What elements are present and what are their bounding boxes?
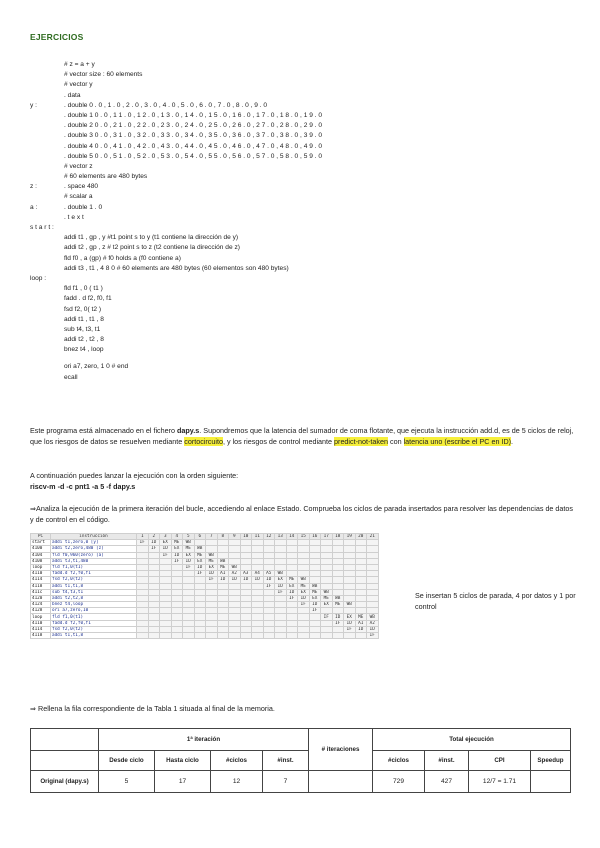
pipeline-instruction: fsd f2,0(t2)	[51, 626, 137, 632]
code-line	[30, 121, 570, 131]
pipeline-stage-cell: A2	[367, 620, 379, 626]
pipeline-stage-cell: WB	[309, 583, 321, 589]
pipeline-stage-cell: ID	[252, 577, 264, 583]
pipeline-header-cell: 5	[183, 534, 195, 540]
code-line	[30, 362, 570, 372]
col-hasta-ciclo: Hasta ciclo	[155, 751, 211, 771]
code-line	[30, 60, 570, 70]
col-total-ciclos: #ciclos	[373, 751, 425, 771]
code-label	[30, 131, 64, 141]
highlight-cortocircuito: cortocircuito	[184, 437, 223, 446]
pipeline-pc: 4108	[31, 558, 51, 564]
code-label	[30, 305, 64, 315]
code-line	[30, 142, 570, 152]
pipeline-stage-cell: IF	[160, 552, 172, 558]
code-text: sub t4, t3, t1	[64, 325, 101, 333]
code-label	[30, 284, 64, 294]
pipeline-instruction: fld f1,0(t1)	[51, 614, 137, 620]
desc-text: con	[387, 437, 404, 446]
pipeline-header-cell: 4	[171, 534, 183, 540]
pipeline-stage-cell: IF	[275, 589, 287, 595]
pipeline-header-cell: 11	[252, 534, 264, 540]
code-label: z :	[30, 183, 37, 191]
code-text: . double 5 0 . 0 , 5 1 . 0 , 5 2 . 0 , 5 3 . 0 , 5 4 . 0 , 5 5 . 0 , 5 6 . 0 , 5 7 . 0 , 5 8 . 0 , 5 9 . 0	[64, 152, 323, 160]
code-label	[30, 80, 64, 90]
code-label	[30, 213, 64, 223]
pipeline-stage-cell: ME	[321, 595, 333, 601]
pipeline-stage-cell: A3	[240, 571, 252, 577]
pipeline-header-cell: 6	[194, 534, 206, 540]
code-label	[30, 233, 64, 243]
cell-cpi: 12/7 = 1.71	[469, 771, 531, 793]
pipeline-stage-cell: ID	[183, 558, 195, 564]
assembly-code-listing	[30, 60, 570, 383]
pipeline-stage-cell: IF	[183, 564, 195, 570]
code-line	[30, 80, 570, 90]
pipeline-stage-cell: ID	[171, 552, 183, 558]
code-text: . double 0 . 0 , 1 . 0 , 2 . 0 , 3 . 0 , 4 . 0 , 5 . 0 , 6 . 0 , 7 . 0 , 8 . 0 , 9 . 0	[64, 101, 268, 109]
pipeline-stage-cell	[332, 633, 344, 639]
col-speedup: Speedup	[531, 751, 571, 771]
code-line	[30, 192, 570, 202]
pipeline-stage-cell: ME	[217, 564, 229, 570]
pipeline-pc: 4114	[31, 577, 51, 583]
header-first-iteration: 1ª iteración	[99, 729, 309, 751]
pipeline-stage-cell: ID	[298, 595, 310, 601]
pipeline-header-cell: 10	[240, 534, 252, 540]
task-analyze: ⇒Analiza la ejecución de la primera iteración del bucle, accediendo al enlace Estado. Comprueba los ciclos de parada insertados para resolver las dependencias de datos y de control en el código.	[30, 504, 574, 524]
pipeline-header-cell: 12	[263, 534, 275, 540]
code-text: addi t2 , gp , z # t2 point s to z (t2 contiene la dirección de z)	[64, 244, 240, 252]
code-label	[30, 325, 64, 335]
pipeline-header-cell: 13	[275, 534, 287, 540]
code-label	[30, 254, 64, 264]
code-label	[30, 373, 64, 383]
header-total: Total ejecución	[373, 729, 571, 751]
code-line	[30, 131, 570, 141]
cell-total-ciclos: 729	[373, 771, 425, 793]
pipeline-pc: loop	[31, 564, 51, 570]
desc-text: Este programa está almacenado en el fichero	[30, 426, 178, 435]
pipeline-header-cell: 3	[160, 534, 172, 540]
pipeline-stage-cell: WB	[217, 558, 229, 564]
desc-text: .	[511, 437, 514, 446]
pipeline-stage-cell: ID	[367, 626, 379, 632]
pipeline-instruction: sub t4,t3,t1	[51, 589, 137, 595]
cell-speedup	[531, 771, 571, 793]
code-text: # vector y	[64, 81, 93, 89]
code-line	[30, 284, 570, 294]
pipeline-stage-cell: ME	[183, 546, 195, 552]
pipeline-stage-cell: WB	[332, 595, 344, 601]
pipeline-stage-cell	[321, 633, 333, 639]
code-label: s t a r t :	[30, 224, 54, 231]
code-line	[30, 91, 570, 101]
code-line	[30, 274, 570, 284]
code-text: ecall	[64, 373, 78, 381]
pipeline-stage-cell: ID	[332, 614, 344, 620]
pipeline-stage-cell	[171, 633, 183, 639]
pipeline-instruction: fld f1,0(t1)	[51, 564, 137, 570]
col-inst: #inst.	[263, 751, 309, 771]
pipeline-stage-cell: EX	[194, 558, 206, 564]
pipeline-stage-cell: IF	[263, 583, 275, 589]
pipeline-row	[31, 633, 379, 639]
pipeline-stage-cell: WB	[344, 602, 356, 608]
code-text: . double 4 0 . 0 , 4 1 . 0 , 4 2 . 0 , 4 3 . 0 , 4 4 . 0 , 4 5 . 0 , 4 6 . 0 , 4 7 . 0 , 4 8 . 0 , 4 9 . 0	[64, 142, 323, 150]
pipeline-stage-cell: A5	[263, 571, 275, 577]
code-text: ori a7, zero, 1 0 # end	[64, 363, 129, 371]
pipeline-stage-cell: EX	[286, 583, 298, 589]
cell-iterations	[309, 771, 373, 793]
pipeline-stage-cell: WB	[298, 577, 310, 583]
code-text: # scalar a	[64, 193, 93, 201]
pipeline-stage-cell: IF	[344, 626, 356, 632]
pipeline-pc: 4110	[31, 571, 51, 577]
pipeline-stage-cell: WB	[229, 564, 241, 570]
code-text	[64, 223, 570, 233]
pipeline-stage-cell: EX	[206, 564, 218, 570]
desc-text: . Supondremos que la latencia del sumador de coma flotante, que ejecuta la instrucción add.d, es de 5 ciclos de reloj, que los riesgos de datos se resuelven mediante	[30, 426, 574, 446]
code-text: . double 2 0 . 0 , 2 1 . 0 , 2 2 . 0 , 2 3 . 0 , 2 4 . 0 , 2 5 . 0 , 2 6 . 0 , 2 7 . 0 , 2 8 . 0 , 2 9 . 0	[64, 122, 323, 130]
highlight-predict-not-taken: predict-not-taken	[334, 437, 388, 446]
pipeline-pc: loop	[31, 614, 51, 620]
pipeline-stage-cell: IF	[171, 558, 183, 564]
pipeline-stage-cell: A2	[229, 571, 241, 577]
pipeline-stage-cell	[160, 633, 172, 639]
row-label: Original (dapy.s)	[31, 771, 99, 793]
pipeline-pc: 411c	[31, 589, 51, 595]
code-text: # vector z	[64, 162, 93, 170]
pipeline-stage-cell	[206, 633, 218, 639]
code-line	[30, 162, 570, 172]
code-label	[30, 162, 64, 172]
pipeline-stage-cell: ID	[160, 546, 172, 552]
description-paragraph	[30, 425, 575, 447]
pipeline-instruction: addi t1,zero,0 [y]	[51, 540, 137, 546]
pipeline-stage-cell	[183, 633, 195, 639]
code-label	[30, 172, 64, 182]
pipeline-stage-cell: IF	[321, 614, 333, 620]
code-text: fld f0 , a (gp) # f0 holds a (f0 contiene a)	[64, 254, 181, 262]
cell-inst: 7	[263, 771, 309, 793]
cell-hasta: 17	[155, 771, 211, 793]
pipeline-stage-cell: ID	[355, 626, 367, 632]
pipeline-stage-cell: ME	[206, 558, 218, 564]
code-line	[30, 373, 570, 383]
pipeline-stage-cell: IF	[286, 595, 298, 601]
code-line	[30, 254, 570, 264]
pipeline-stage-cell: IF	[194, 571, 206, 577]
code-label	[30, 243, 64, 253]
pipeline-pc: start	[31, 540, 51, 546]
pipeline-instruction: fld f0,960(zero) [a]	[51, 552, 137, 558]
code-text: fsd f2, 0( t2 )	[64, 305, 102, 313]
pipeline-stage-cell	[309, 633, 321, 639]
pipeline-header-cell: instrucción	[51, 534, 137, 540]
code-label	[30, 335, 64, 345]
cell-ciclos: 12	[211, 771, 263, 793]
pipeline-stage-cell	[137, 633, 149, 639]
pipeline-pc: 4104	[31, 552, 51, 558]
pipeline-header-cell: 16	[309, 534, 321, 540]
pipeline-stage-cell: ME	[171, 540, 183, 546]
code-text: fadd . d f2, f0, f1	[64, 295, 112, 303]
code-text: . data	[64, 91, 81, 99]
pipeline-pc: 4118	[31, 633, 51, 639]
pipeline-stage-cell: IF	[332, 620, 344, 626]
pipeline-stage-cell: ME	[286, 577, 298, 583]
code-text: . double 3 0 . 0 , 3 1 . 0 , 3 2 . 0 , 3 3 . 0 , 3 4 . 0 , 3 5 . 0 , 3 6 . 0 , 3 7 . 0 , 3 8 . 0 , 3 9 . 0	[64, 132, 323, 140]
code-label	[30, 60, 64, 70]
code-label	[30, 70, 64, 80]
code-text: addi t1 , gp , y #t1 point s to y (t1 contiene la dirección de y)	[64, 234, 239, 242]
code-text: # z = a + y	[64, 61, 95, 68]
pipeline-instruction: addi t2,zero,480 [z]	[51, 546, 137, 552]
pipeline-stage-cell: ID	[229, 577, 241, 583]
code-text	[64, 274, 570, 284]
pipeline-stage-cell	[344, 633, 356, 639]
pipeline-header-cell: 2	[148, 534, 160, 540]
code-line	[30, 172, 570, 182]
pipeline-stage-cell: ID	[309, 602, 321, 608]
cell-total-inst: 427	[425, 771, 469, 793]
pipeline-stage-cell: EX	[275, 577, 287, 583]
pipeline-stage-cell: A4	[252, 571, 264, 577]
pipeline-stage-cell: ID	[275, 583, 287, 589]
pipeline-header-cell: 19	[344, 534, 356, 540]
code-line	[30, 223, 570, 233]
pipeline-stage-cell: WB	[183, 540, 195, 546]
pipeline-instruction: fadd.d f2,f0,f1	[51, 620, 137, 626]
code-line	[30, 111, 570, 121]
pipeline-stage-cell: EX	[298, 589, 310, 595]
code-line	[30, 325, 570, 335]
pipeline-stage-cell: ID	[240, 577, 252, 583]
pipeline-pc: 4110	[31, 620, 51, 626]
pipeline-stage-cell	[286, 633, 298, 639]
desc-text: , y los riesgos de control mediante	[222, 437, 335, 446]
code-line	[30, 264, 570, 274]
pipeline-stage-cell: EX	[183, 552, 195, 558]
pipeline-header-cell: 8	[217, 534, 229, 540]
pipeline-instruction: fsd f2,0(t2)	[51, 577, 137, 583]
pipeline-instruction: addi t1,t1,8	[51, 583, 137, 589]
code-line	[30, 152, 570, 162]
code-label: loop :	[30, 274, 47, 282]
code-line	[30, 243, 570, 253]
pipeline-stage-cell	[229, 633, 241, 639]
pipeline-stage-cell: EX	[344, 614, 356, 620]
pipeline-instruction: addi t1,t1,8	[51, 633, 137, 639]
pipeline-stage-cell: IF	[206, 577, 218, 583]
pipeline-stage-cell	[148, 633, 160, 639]
highlight-latencia: latencia uno (escribe el PC en ID)	[403, 437, 512, 446]
code-text: # 60 elements are 480 bytes	[64, 173, 148, 181]
pipeline-pc: 4124	[31, 602, 51, 608]
pipeline-stage-cell	[275, 633, 287, 639]
pipeline-pc: 4118	[31, 583, 51, 589]
pipeline-header-cell: 15	[298, 534, 310, 540]
code-text: addi t1 , t1 , 8	[64, 315, 104, 323]
file-name: dapy.s	[177, 426, 200, 435]
code-text: fld f1 , 0 ( t1 )	[64, 285, 103, 293]
pipeline-stage-cell	[240, 633, 252, 639]
pipeline-header-cell: 20	[355, 534, 367, 540]
code-label	[30, 111, 64, 121]
pipeline-stage-cell: A1	[217, 571, 229, 577]
pipeline-stage-cell: ME	[298, 583, 310, 589]
stall-note: Se insertan 5 ciclos de parada, 4 por datos y 1 por control	[415, 591, 576, 611]
code-label	[30, 192, 64, 202]
command-line: riscv-m -d -c pnt1 -a 5 -f dapy.s	[30, 482, 136, 491]
pipeline-stage-cell: WB	[275, 571, 287, 577]
pipeline-stage-cell: ID	[263, 577, 275, 583]
code-line	[30, 345, 570, 355]
code-text: addi t2 , t2 , 8	[64, 336, 104, 344]
code-label	[30, 152, 64, 162]
pipeline-pc: 4100	[31, 546, 51, 552]
col-total-inst: #inst.	[425, 751, 469, 771]
header-iterations: # iteraciones	[309, 729, 373, 771]
pipeline-stage-cell: ID	[286, 589, 298, 595]
pipeline-header-cell: 17	[321, 534, 333, 540]
code-line	[30, 182, 570, 192]
pipeline-header-cell: 14	[286, 534, 298, 540]
code-label	[30, 264, 64, 274]
code-line	[30, 70, 570, 80]
section-title: EJERCICIOS	[30, 32, 84, 42]
pipeline-stage-cell: IF	[298, 602, 310, 608]
task-fill-table: ⇒ Rellena la fila correspondiente de la Tabla 1 situada al final de la memoria.	[30, 704, 275, 713]
cell-desde: 5	[99, 771, 155, 793]
pipeline-header-cell: 7	[206, 534, 218, 540]
code-text: bnez t4 , loop	[64, 346, 104, 354]
pipeline-stage-cell: ID	[206, 571, 218, 577]
pipeline-header-cell: 1	[137, 534, 149, 540]
code-label	[30, 362, 64, 372]
pipeline-stage-cell	[355, 633, 367, 639]
pipeline-stage-cell: ME	[194, 552, 206, 558]
code-text: . space 480	[64, 183, 99, 191]
code-label	[30, 345, 64, 355]
pipeline-stage-cell: WB	[321, 589, 333, 595]
pipeline-header-cell: 18	[332, 534, 344, 540]
pipeline-stage-cell	[194, 633, 206, 639]
col-ciclos: #ciclos	[211, 751, 263, 771]
pipeline-stage-cell	[252, 633, 264, 639]
pipeline-pc: 4128	[31, 608, 51, 614]
pipeline-pc: 4120	[31, 595, 51, 601]
code-label: a :	[30, 203, 38, 211]
pipeline-stage-cell: EX	[160, 540, 172, 546]
pipeline-stage-cell: ID	[217, 577, 229, 583]
pipeline-stage-cell: EX	[309, 595, 321, 601]
pipeline-header-cell: 9	[229, 534, 241, 540]
code-line	[30, 355, 570, 362]
pipeline-stage-cell: ME	[355, 614, 367, 620]
pipeline-stage-cell: ME	[332, 602, 344, 608]
pipeline-instruction: ori a7,zero,10	[51, 608, 137, 614]
pipeline-pc: 4114	[31, 626, 51, 632]
code-label	[30, 142, 64, 152]
code-line	[30, 101, 570, 111]
code-line	[30, 213, 570, 223]
pipeline-instruction: addi t2,t2,8	[51, 595, 137, 601]
col-cpi: CPI	[469, 751, 531, 771]
pipeline-stage-cell: ID	[194, 564, 206, 570]
code-label: y :	[30, 101, 37, 109]
code-line	[30, 233, 570, 243]
code-text	[64, 355, 570, 362]
code-text: addi t3 , t1 , 4 8 0 # 60 elements are 480 bytes (60 elementos son 480 bytes)	[64, 264, 289, 272]
pipeline-instruction: fadd.d f2,f0,f1	[51, 571, 137, 577]
code-text: . double 1 . 0	[64, 203, 103, 211]
code-label	[30, 315, 64, 325]
pipeline-stage-cell	[263, 633, 275, 639]
pipeline-instruction: addi t3,t1,480	[51, 558, 137, 564]
pipeline-stage-cell	[298, 633, 310, 639]
col-desde-ciclo: Desde ciclo	[99, 751, 155, 771]
corner-cell	[31, 729, 99, 751]
pipeline-header-cell: PC	[31, 534, 51, 540]
pipeline-stage-cell: IF	[367, 633, 379, 639]
pipeline-stage-cell: IF	[309, 608, 321, 614]
instructions-paragraph: A continuación puedes lanzar la ejecución con la orden siguiente:	[30, 471, 239, 480]
code-label	[30, 91, 64, 101]
code-text: . t e x t	[64, 213, 84, 221]
pipeline-diagram	[30, 533, 379, 639]
pipeline-instruction: bnez t4,loop	[51, 602, 137, 608]
empty-cell	[31, 751, 99, 771]
code-line	[30, 305, 570, 315]
pipeline-stage-cell: A1	[355, 620, 367, 626]
pipeline-stage-cell	[217, 633, 229, 639]
code-line	[30, 335, 570, 345]
pipeline-stage-cell: IF	[137, 540, 149, 546]
pipeline-stage-cell: WB	[194, 546, 206, 552]
pipeline-stage-cell: ID	[148, 540, 160, 546]
pipeline-stage-cell: WB	[206, 552, 218, 558]
pipeline-stage-cell: ID	[344, 620, 356, 626]
code-line	[30, 294, 570, 304]
results-table	[30, 728, 571, 793]
pipeline-stage-cell: ME	[309, 589, 321, 595]
pipeline-stage-cell: EX	[171, 546, 183, 552]
code-text: . double 1 0 . 0 , 1 1 . 0 , 1 2 . 0 , 1 3 . 0 , 1 4 . 0 , 1 5 . 0 , 1 6 . 0 , 1 7 . 0 , 1 8 . 0 , 1 9 . 0	[64, 111, 323, 119]
code-label	[30, 294, 64, 304]
pipeline-header-cell: 21	[367, 534, 379, 540]
pipeline-stage-cell: EX	[321, 602, 333, 608]
code-line	[30, 315, 570, 325]
pipeline-stage-cell: IF	[148, 546, 160, 552]
code-text: # vector size : 60 elements	[64, 71, 143, 79]
code-label	[30, 121, 64, 131]
code-label	[30, 355, 64, 362]
code-line	[30, 203, 570, 213]
pipeline-stage-cell: WB	[367, 614, 379, 620]
